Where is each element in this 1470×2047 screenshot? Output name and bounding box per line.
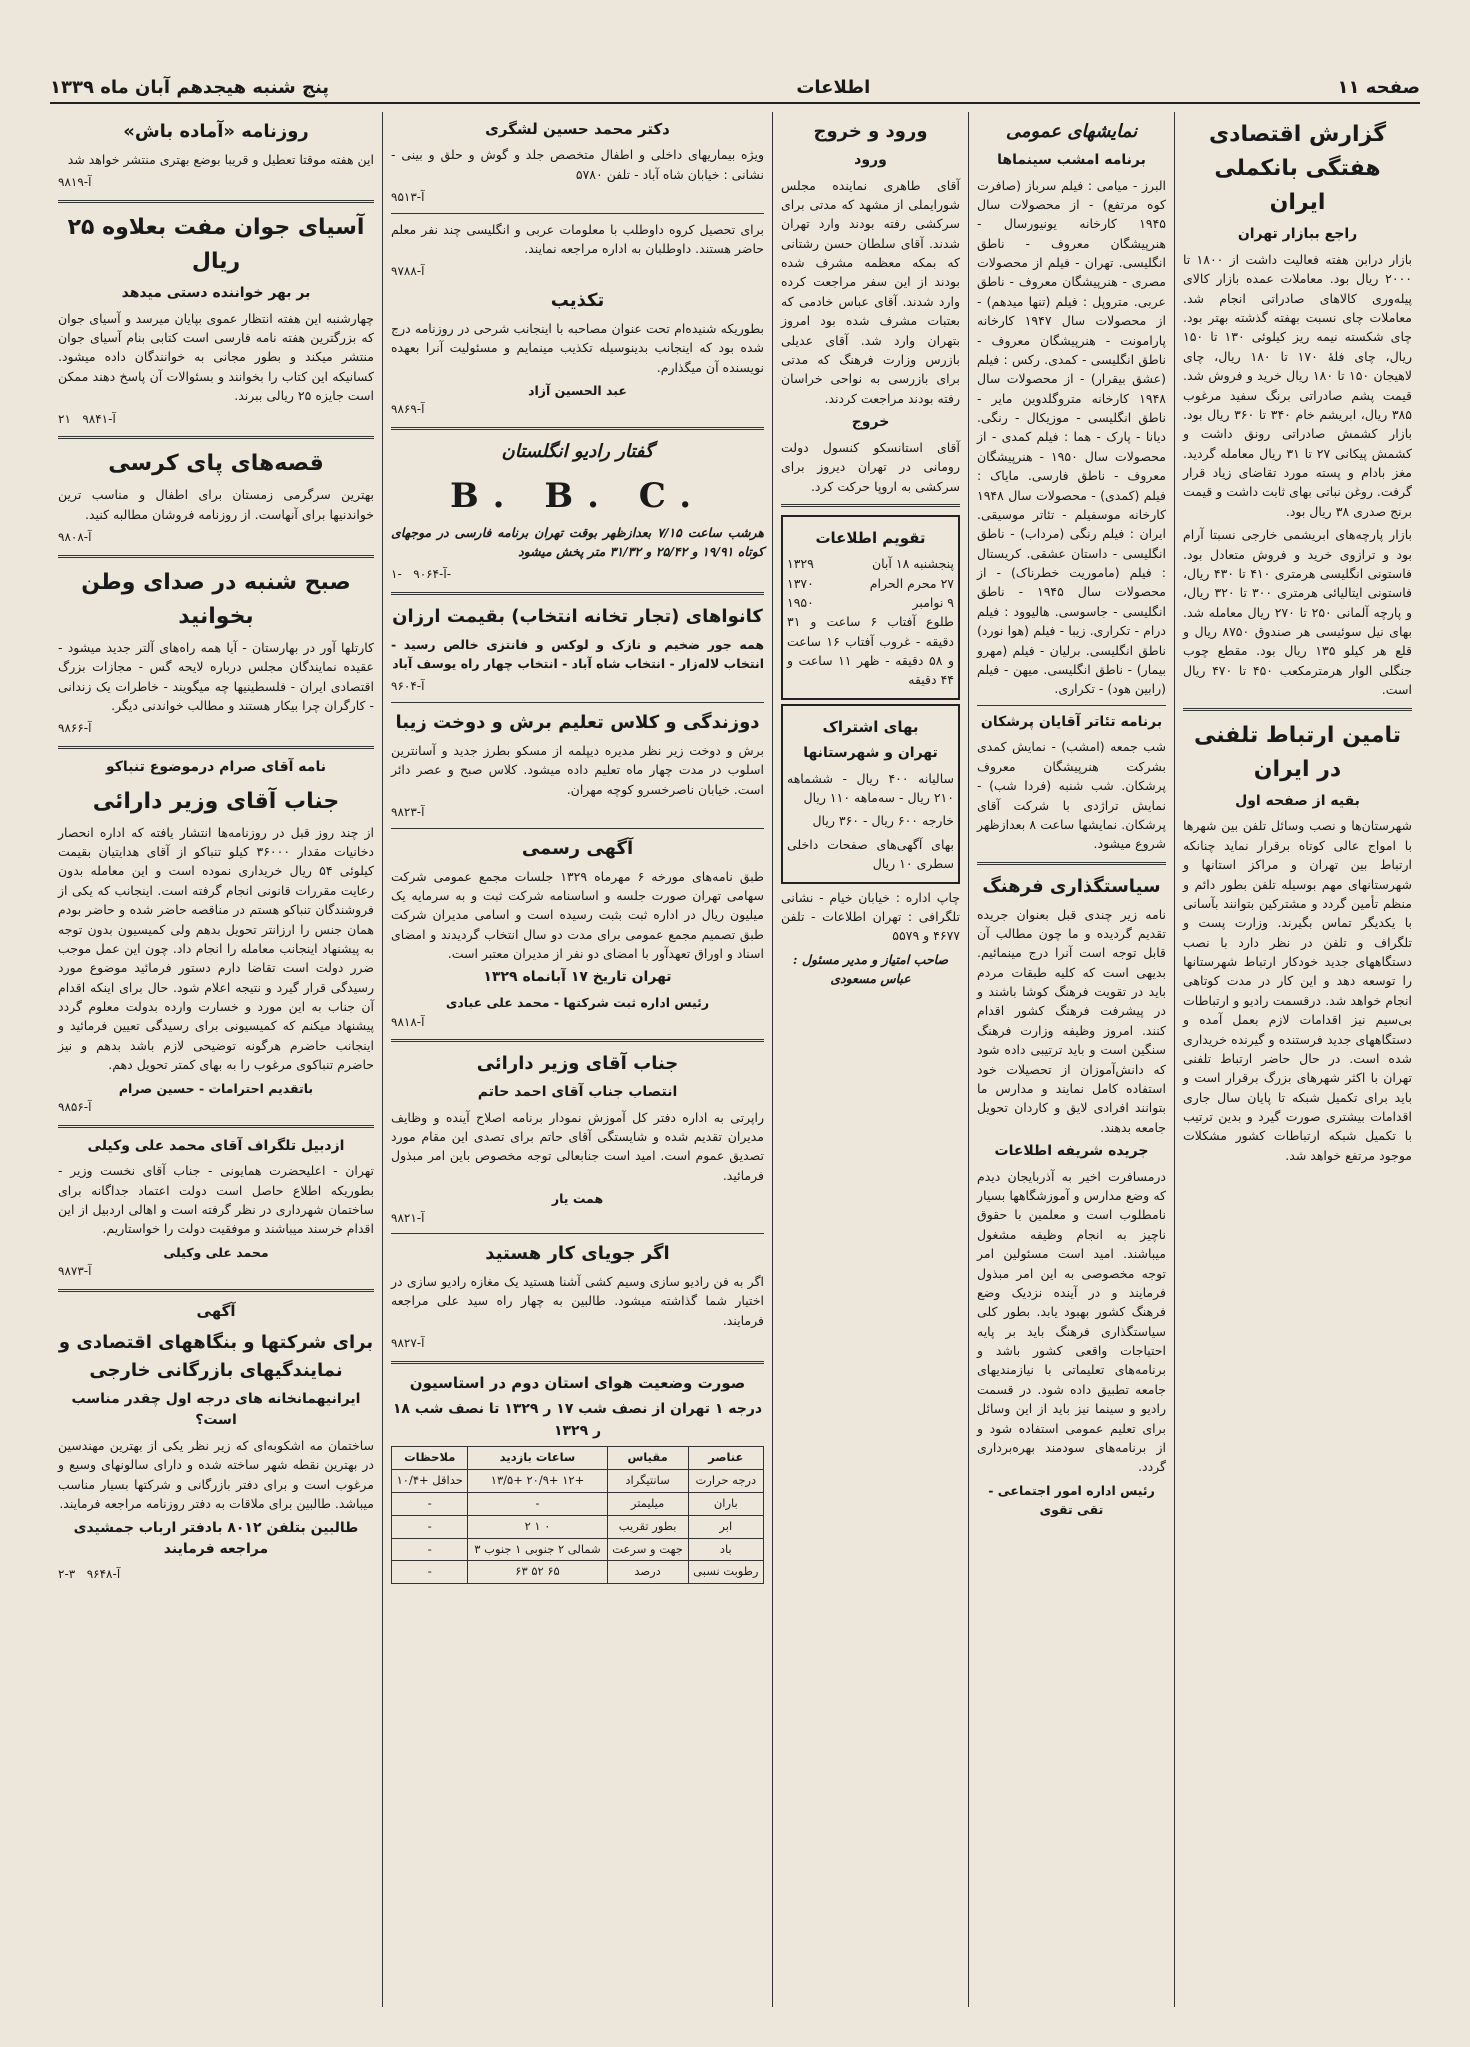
divider <box>58 555 374 558</box>
weather-row <box>392 1470 764 1493</box>
cell: ابر <box>688 1515 763 1538</box>
cell: باد <box>688 1538 763 1561</box>
ad-code <box>391 565 764 584</box>
calendar-row <box>787 554 954 573</box>
ad-code: آ-۹۸۲۷ <box>391 1336 425 1351</box>
cell: +۱۲ +۲۰/۹ +۱۳/۵ <box>468 1470 607 1493</box>
cell: بطور تقریب <box>607 1515 688 1538</box>
doctor-body: ویژه بیماریهای داخلی و اطفال متخصص جلد و گوش و حلق و بینی - نشانی : خیابان شاه آباد - تلفن ۵۷۸۰ <box>391 147 764 182</box>
ad-code: آ-۹۶۰۴ <box>391 679 425 694</box>
official-title: آگهی رسمی <box>521 837 634 859</box>
cell: - <box>392 1538 468 1561</box>
ad-code: آ-۹۸۶۹ <box>391 402 425 417</box>
subscription-note: بهای آگهی‌های صفحات داخلی سطری ۱۰ ریال <box>787 836 954 872</box>
calendar-day: پنجشنبه ۱۸ آبان <box>871 556 954 572</box>
divider <box>781 504 960 507</box>
sewing-title: دوزندگی و کلاس تعلیم برش و دوخت زیبا <box>395 712 760 734</box>
bbc-title: گفتار رادیو انگلستان <box>501 440 654 462</box>
cell: رطوبت نسبی <box>688 1561 763 1584</box>
subscription-title: بهای اشتراک <box>822 717 919 736</box>
ad-body: ساختمان مه اشکوبه‌ای که زیر نظر یکی از بهترین مهندسین در بهترین نقطه شهر ساخته شده و دارای سالونهای وسیع و مرغوب است و برای دفتر بازرگانی و شرکتها بسیار مناسب میباشد. طالبین برای ملاقات به دفتر روزنامه مراجعه فرمایند. <box>58 1438 374 1512</box>
culture-body: نامه زیر چندی قبل بعنوان جریده تقدیم گردیده و ما چون مطالب آن قابل توجه است آنرا درج مینمائیم. بدیهی است که کلیه طبقات مردم باید در تقویت فرهنگ کوشا باشند و در پیشرفت فرهنگ کشور اقدام کنند. امروز وظیفه وزارت فرهنگ سنگین است و باید ترتیبی داده شود که دانش‌آموزان از تحصیلات خود استفاده کامل نمایند و مدارس ما بتوانند افرادی لایق و کاردان تحویل جامعه بدهند. <box>977 906 1166 1135</box>
subscription-row: خارجه ۶۰۰ ریال - ۳۶۰ ریال <box>812 813 954 829</box>
official-date: تهران تاریخ ۱۷ آبانماه ۱۳۲۹ <box>483 969 672 986</box>
divider <box>391 1039 764 1042</box>
telegram-signature: محمد علی وکیلی <box>163 1244 269 1260</box>
radio-title: اگر جویای کار هستید <box>485 1243 670 1265</box>
theater-body: شب جمعه (امشب) - نمایش کمدی بشرکت هنرپیشگان معروف پرشکان. شب شنبه (فردا شب) - نمایش تراژدی با شرکت آقای پرشکان. نمایشها ساعت ۸ بعدازظهر شروع میشود. <box>977 739 1166 852</box>
weather-col: ملاحظات <box>392 1447 468 1470</box>
telegram-body: تهران - اعلیحضرت همایونی - جناب آقای نخست وزیر - بطوریکه اطلاع حاصل است دولت اعتماد جداگانه برای ساختمان شهرداری در نظر گرفته است و اهالی اردبیل از این اقدام خرسند میباشند و موفقیت دولت را خواستاریم. <box>58 1163 374 1237</box>
daily-title: روزنامه «آماده باش» <box>123 121 309 142</box>
calendar-rows <box>787 554 954 612</box>
divider <box>391 702 764 703</box>
cell: ۰ ۱ ۲ <box>468 1515 607 1538</box>
bbc-number: -۱- <box>391 567 452 582</box>
ad-number: ۳-۲ <box>58 1566 76 1581</box>
ad-code <box>58 410 374 429</box>
ad-phone: طالبین بتلفن ۸۰۱۲ بادفتر ارباب جمشیدی مراجعه فرمایند <box>73 1519 359 1558</box>
weather-subtitle: درجه ۱ تهران از نصف شب ۱۷ ر ۱۳۲۹ تا نصف شب ۱۸ ر ۱۳۲۹ <box>392 1401 763 1439</box>
ad-code-value: آ-۹۶۴۸ <box>86 1566 121 1581</box>
phone-body: شهرستان‌ها و نصب وسائل تلفن بین شهرها با امواج عالی کوتاه برقرار نماید چنانکه ارتباط بین تهران و مراکز استانها و شهرستانهای مهم بوسیله تلفن بطور دائم و منظم تأمین گردد و مشترکین بتوانند بآسانی با یکدیگر تماس بگیرند. وزارت پست و تلگراف و تلفن در نظر دارد با نصب دستگاههای جدید خودکار ارتباط شهرستانها را توسعه دهد و این کار در مدت کوتاهی انجام خواهد شد. درقسمت رادیو و ارتباطات بی‌سیم نیز اقدامات لازم بعمل آمده و دستگاههای جدید فرستنده و گیرنده خریداری شده است. در حال حاضر ارتباط تلفنی تهران با اکثر شهرهای بزرگ برقرار است و باید برای تکمیل شبکه تا پایان سال جاری اقدامات بیشتری صورت گیرد و بدین ترتیب با تکمیل شبکه ارتباطات کشور مشکلات موجود مرتفع خواهد شد. <box>1183 818 1412 1163</box>
weather-row <box>392 1515 764 1538</box>
column-arrivals <box>772 112 968 2007</box>
culture-title: سیاستگذاری فرهنگ <box>982 875 1161 897</box>
phone-subtitle: بقیه از صفحه اول <box>1235 792 1360 809</box>
cell: - <box>392 1493 468 1516</box>
ad-code: آ-۹۸۲۳ <box>391 805 425 820</box>
subscription-head: تهران و شهرستانها <box>803 745 938 762</box>
bbc-code: آ-۹۰۶۴ <box>413 567 447 582</box>
cell: درصد <box>607 1561 688 1584</box>
owner-line: صاحب امتیاز و مدیر مسئول : عباس مسعودی <box>792 951 949 987</box>
column-economy <box>1174 112 1420 2007</box>
running-head <box>50 72 1420 104</box>
letter-signature: باتقدیم احترامات - حسین صرام <box>118 1080 314 1096</box>
ad-code: آ-۹۸۵۶ <box>58 1099 92 1114</box>
columns <box>50 112 1420 2007</box>
cell: حداقل +۱۰/۴ <box>392 1470 468 1493</box>
calendar-row <box>787 574 954 593</box>
weather-col: ساعات بازدید <box>468 1447 607 1470</box>
cell: ۶۵ ۵۲ ۶۳ <box>468 1561 607 1584</box>
arrivals-body: آقای طاهری نماینده مجلس شورایملی از مشهد که مدتی برای سرکشی رفته بودند وارد تهران شدند. آقای سلطان حسن رشتانی که بمکه معظمه مشرف شده بودند از این سفر مراجعت کرده وارد شدند. آقای عباس خادمی که بعتبات مشرف شده بود امروز بتهران وارد شد. آقای عدیلی بازرس وزارت فرهنگ که مدتی برای بازرسی به نواحی خراسان رفته بودند مراجعت کردند. <box>781 177 960 406</box>
arrivals-title: ورود و خروج <box>813 121 928 142</box>
culture-subtitle: جریده شریفه اطلاعات <box>994 1143 1149 1160</box>
divider <box>1183 708 1412 711</box>
minister-body: راپرتی به اداره دفتر کل آموزش نمودار برنامه اصلاح آینده و وظایف مدیران تقدیم شده و شایستگی آقای حاتم برای تصدی این مقام مورد تصدیق عموم است. امید است جنابعالی توجه مخصوص باین امر مبذول فرمائید. <box>391 1109 764 1183</box>
divider <box>977 705 1166 706</box>
ad-code: آ-۹۸۲۱ <box>391 1210 425 1225</box>
divider <box>391 592 764 595</box>
canvas-body: همه جور ضخیم و نازک و لوکس و فانتزی خالص رسید - انتخاب لاله‌زار - انتخاب شاه آباد - انتخاب چهار راه یوسف آباد <box>391 636 764 672</box>
calendar-year: ۱۳۷۰ <box>787 575 814 591</box>
ad-code: آ-۹۸۷۳ <box>58 1264 92 1279</box>
cell: میلیمتر <box>607 1493 688 1516</box>
ad-code: آ-۹۸۱۸ <box>391 1014 425 1029</box>
center-top <box>391 112 764 419</box>
cinema-title: برنامه امشب سینماها <box>997 151 1146 168</box>
divider <box>58 1125 374 1128</box>
sewing-body: برش و دوخت زیر نظر مدیره دیپلمه از مسکو بطرز جدید و آسانترین اسلوب در مدت چهار ماه تعلیم داده میشود. کلاس صبح و عصر دائر است. خیابان ناصرخسرو کوچه مهران. <box>391 742 764 797</box>
denial-body: بطوریکه شنیده‌ام تحت عنوان مصاحبه با اینجانب شرحی در روزنامه درج شده بود که اینجانب بدینوسیله تکذیب مینمایم و مسئولیت آنرا بعهده نویسنده آن میگذارم. <box>391 320 764 375</box>
calendar-year: ۱۳۲۹ <box>787 556 814 572</box>
departures-body: آقای استانسکو کنسول دولت رومانی در تهران دیروز برای سرکشی به اروپا حرکت کرد. <box>781 439 960 494</box>
ad-code: آ-۹۷۸۸ <box>391 264 425 279</box>
culture-signature: رئیس اداره امور اجتماعی - تقی تقوی <box>988 1482 1155 1518</box>
divider <box>58 1289 374 1292</box>
cell: - <box>392 1515 468 1538</box>
cell: شمالی ۲ جنوبی ۱ جنوب ۳ <box>468 1538 607 1561</box>
homeland-title: صبح شنبه در صدای وطن بخوانید <box>81 569 351 629</box>
ad-subtitle: برای شرکتها و بنگاههای اقتصادی و نمایندگیهای بازرگانی خارجی <box>58 1331 374 1381</box>
ad-title: آگهی <box>196 1301 236 1320</box>
asia-title: آسیای جوان مفت بعلاوه ۲۵ ریال <box>67 214 365 274</box>
asia-code: آ-۹۸۴۱ <box>82 411 116 426</box>
subscription-row: سالیانه ۴۰۰ ریال - ششماهه ۲۱۰ ریال - سه‌ماهه ۱۱۰ ریال <box>787 770 955 806</box>
weather-col: عناصر <box>688 1447 763 1470</box>
official-body: طبق نامه‌های مورخه ۶ مهرماه ۱۳۲۹ جلسات مجمع عمومی شرکت سهامی تهران صورت جلسه و اساسنامه شرکت ثبت و به سرمایه یک میلیون ریال در اداره ثبت بثبت رسیده است و اسامی مدیران شرکت طبق تصمیم مجمع عمومی برای مدت دو سال انتخاب گردیدند و امضای اسناد و اوراق تعهدآور با امضای دو نفر از مدیران معتبر است. <box>391 868 765 962</box>
tutor-body: برای تحصیل کروه داوطلب با معلومات عربی و انگلیسی چند نفر معلم حاضر هستند. داوطلبان به اداره مراجعه نمایند. <box>391 221 764 256</box>
tales-body: بهترین سرگرمی زمستان برای اطفال و مناسب ترین خواندنیها برای آنهاست. از روزنامه فروشان مطالبه کنید. <box>58 487 374 522</box>
homeland-body: کارتلها آور در بهارستان - آیا همه راه‌های آلتر جدید میشود - عقیده نمایندگان مجلس درباره لایحه گس - مجازات بزرگ اقتصادی ایران - فلسطینیها چه میگویند - خاطرات یک زندانی - کارگران چرا بیکار هستند و مطالب خواندنی دیگر. <box>58 639 374 713</box>
doctor-title: دکتر محمد حسین لشگری <box>485 120 670 138</box>
calendar-note: طلوع آفتاب ۶ ساعت و ۳۱ دقیقه - غروب آفتاب ۱۶ ساعت و ۵۸ دقیقه - ظهر ۱۱ ساعت و ۴۴ دقیقه <box>787 614 954 688</box>
denial-signature: عبد الحسین آزاد <box>528 382 627 398</box>
letter-body: از چند روز قبل در روزنامه‌ها انتشار یافته که اداره انحصار دخانیات مقدار ۳۶۰۰۰ کیلو تنباکو از آقای هدایتیان بقیمت کیلوئی ۵۴ ریال خریداری نموده است و این معامله بدون رعایت مقررات قانونی انجام گرفته است. اینجانب که یکی از فروشندگان تنباکو هستم در مناقصه حاضر شده و حاضر بودم همان جنس را ارزانتر تحویل بدهم ولی کمیسیون بدون توجه به پیشنهاد اینجانب معامله را انجام داد. چون این عمل موجب ضرر دولت است تقاضا دارم دستور فرمائید موضوع مورد رسیدگی قرار گیرد و نتیجه اعلام شود. حال برای اینکه اقدام آن جناب به این مورد و خسارت وارده بدولت معلوم گردد پیشنهاد میکنم که کمیسیونی برای رسیدگی تعیین فرمائید و اینجانب حاضرم هرگونه توضیحی لازم باشد بدهم و نیز حاضرم تنباکوی مرغوب را به بهای کمتر تحویل دهم. <box>58 824 374 1073</box>
departures-subtitle: خروج <box>851 414 890 431</box>
cell: باران <box>688 1493 763 1516</box>
culture-body-2: درمسافرت اخیر به آذربایجان دیدم که وضع مدارس و آموزشگاهها بسیار نامطلوب است و معلمین با حقوق ناچیز به انجام وظیفه مشغول میباشند. امید است مسئولین امر توجه مخصوصی به این امر مبذول فرمایند و در آینده نزدیک وضع فرهنگ کشور بهبود یابد. بطور کلی سیاستگذاری فرهنگ باید بر پایه احتیاجات واقعی کشور باشد و برنامه‌های تعلیماتی با نیازمندیهای جامعه تطبیق داده شود. در قسمت رادیو و سینما نیز باید از این وسائل برای تعلیم عمومی استفاده شود و از برنامه‌های سودمند بهره‌برداری گردد. <box>977 1168 1166 1475</box>
weather-row <box>392 1538 764 1561</box>
column-announcements <box>50 112 382 2007</box>
divider <box>391 1233 764 1234</box>
report-body: بازار درابن هفته فعالیت داشت از ۱۸۰۰ تا ۲۰۰۰ ریال بود. معاملات عمده بازار کالای پیله‌وری کالاهای صادراتی انجام شد. معاملات چای نسبت بهفته گذشته بهتر بود. چای شکسته نیمه ریز کیلوئی ۱۳۰ تا ۱۵۰ ریال، چای فلهٔ ۱۷۰ تا ۱۸۰ ریال، چای لاهیجان ۱۵۰ تا ۱۸۰ ریال خرید و فروش شد. قیمت پشم صادراتی برنگ سفید مرغوب ۳۸۵ ریال، ابریشم خام ۳۴۰ تا ۳۶۰ ریال بود. بازار کشمش صادراتی رونق داشت و کشمش پیکانی ۲۷ تا ۳۱ ریال معامله گردید. مغز بادام و پسته مورد تقاضای زیاد قرار گرفت. روغن نباتی بهای ثابت داشت و قیمت برنج صدری ۳۸ ریال بود. <box>1183 251 1413 519</box>
official-signature: رئیس اداره ثبت شرکتها - محمد علی عبادی <box>445 995 710 1011</box>
divider <box>391 828 764 829</box>
bbc-logo: B. B. C. <box>449 475 706 516</box>
cinema-list: البرز - میامی : فیلم سرباز (صافرت کوه مرتفع) - از محصولات سال ۱۹۴۵ کارخانه یونیورسال - هنرپیشگان معروف - ناطق انگلیسی. تهران - فیلم از محصولات مصری - هنرپیشگان معروف - ناطق عربی. متروپل : فیلم (تنها میدهم) - از محصولات سال ۱۹۴۷ کارخانه پارامونت - هنرپیشگان معروف - ناطق انگلیسی - کمدی. رکس : فیلم (عشق بیقرار) - از محصولات سال ۱۹۴۸ کارخانه متروگلدوین مایر - ناطق انگلیسی - موزیکال - رنگی. دیانا - پارک - هما : فیلم کمدی - از محصولات سال ۱۹۵۰ - هنرپیشگان معروف - ناطق فارسی. مایاک : فیلم (کمدی) - محصولات سال ۱۹۴۸ کارخانه موسفیلم - تئاتر موسیقی. ایران : فیلم رنگی (مرداب) - ناطق انگلیسی - داستان عشقی. کریستال : فیلم (ماموریت خطرناک) - از محصولات سال ۱۹۴۵ - ناطق انگلیسی - جاسوسی. هالیوود : فیلم درام - تکراری. زیبا - فیلم (هوا نورد) ناطق انگلیسی. برلیان - فیلم (مهرو بیمار) - ناطق انگلیسی. میهن - فیلم (رابین هود) - تکراری. <box>977 177 1166 697</box>
ad-code: آ-۹۸۱۹ <box>58 175 92 190</box>
letter-title: جناب آقای وزیر دارائی <box>92 788 340 814</box>
cell: - <box>392 1561 468 1584</box>
calendar-title: تقویم اطلاعات <box>815 528 926 547</box>
minister-title: جناب آقای وزیر دارائی <box>476 1053 679 1075</box>
phone-title: تامین ارتباط تلفنی در ایران <box>1193 722 1402 782</box>
bbc-body: هرشب ساعت ۷/۱۵ بعدازظهر بوقت تهران برنامه فارسی در موجهای کوتاه ۱۹/۹۱ و ۲۵/۴۲ و ۳۱/۳۲ متر پخش میشود <box>391 524 764 559</box>
ad-code: آ-۹۵۱۳ <box>391 190 425 204</box>
letter-head: نامه آقای صرام درموضوع تنباکو <box>106 758 326 775</box>
calendar-row <box>787 593 954 612</box>
calendar-day: ۹ نوامبر <box>912 594 954 610</box>
report-title: گزارش اقتصادی هفتگی بانکملی ایران <box>1208 122 1387 216</box>
ad-code: آ-۹۸۶۶ <box>58 721 92 736</box>
divider <box>391 427 764 430</box>
telegram-head: ازدبیل تلگراف آقای محمد علی وکیلی <box>87 1137 345 1154</box>
calendar-day: ۲۷ محرم الحرام <box>869 575 954 591</box>
ad-code <box>58 1565 374 1584</box>
report-body-2: بازار پارچه‌های ابریشمی خارجی نسبتا آرام بود و ترازوی خرید و فروش متعادل بود. فاستونی انگلیسی هرمتری ۴۱۰ تا ۴۳۰ ریال، فاستونی ایتالیائی هرمتری ۳۰۰ تا ۳۲۰ ریال، و پارچه آلمانی ۲۵۰ تا ۲۷۰ ریال معامله شد. بهای نیل سوئیسی هر صندوق ۸۷۵۰ ریال و قلع هر کیلو ۱۳۵ ریال بود. مقطع چوب جنگلی الوار هرمترمکعب ۴۵۰ تا ۴۷۰ ریال است. <box>1183 527 1413 698</box>
paper-name: اطلاعات <box>796 76 871 98</box>
subscription-box <box>781 704 960 884</box>
divider <box>58 436 374 439</box>
minister-subtitle: انتصاب جناب آقای احمد حاتم <box>477 1084 678 1100</box>
weather-title: صورت وضعیت هوای استان دوم در استاسیون <box>409 1373 746 1392</box>
divider <box>391 1361 764 1364</box>
theater-title: برنامه تئاتر آقایان پرشکان <box>980 713 1163 730</box>
daily-body: این هفته موقتا تعطیل و قریبا بوضع بهتری منتشر خواهد شد <box>67 151 374 167</box>
report-subtitle: راجع ببازار تهران <box>1237 226 1358 243</box>
issue-date: پنج شنبه هیجدهم آبان ماه ۱۳۳۹ <box>50 76 330 98</box>
address: چاپ اداره : خیابان خیام - نشانی تلگرافی : تهران اطلاعات - تلفن ۴۶۷۷ و ۵۵۷۹ <box>781 889 960 944</box>
canvas-title: کانواهای (تجار تخانه انتخاب) بقیمت ارزان <box>392 605 763 627</box>
arrivals-subtitle: ورود <box>854 151 887 168</box>
denial-title: تکذیب <box>550 289 605 311</box>
minister-signature: همت یار <box>551 1191 604 1207</box>
tales-title: قصه‌های پای کرسی <box>108 451 324 477</box>
asia-number: ۲۱ <box>58 411 71 426</box>
calendar-box <box>781 515 960 700</box>
weather-col: مقیاس <box>607 1447 688 1470</box>
page-number: صفحه ۱۱ <box>1337 76 1420 98</box>
doctor-ad <box>391 112 764 419</box>
column-center <box>382 112 772 2007</box>
weather-header-row <box>392 1447 764 1470</box>
divider <box>391 213 764 214</box>
cell: - <box>468 1493 607 1516</box>
cell: جهت و سرعت <box>607 1538 688 1561</box>
weather-table <box>391 1446 764 1584</box>
asia-body: چهارشنبه این هفته انتظار عموی بپایان میرسد و آسیای جوان که بزرگترین هفته نامه فارسی است کتابی بنام آسیای جوان منتشر میکند و بطور مجانی به خوانندگان داده میشود. کسانیکه این کتاب را بخوانند و بسئوالات آن پاسخ دهند ممکن است جایزه ۲۵ ریالی ببرند. <box>58 310 374 404</box>
cell: سانتیگراد <box>607 1470 688 1493</box>
section-title: نمایشهای عمومی <box>1005 121 1138 142</box>
column-entertainment <box>968 112 1174 2007</box>
weather-row <box>392 1493 764 1516</box>
cell: درجه حرارت <box>688 1470 763 1493</box>
ad-question: ایرانیهمانخانه های درجه اول چقدر مناسب است؟ <box>71 1390 361 1429</box>
divider <box>977 862 1166 865</box>
divider <box>58 746 374 749</box>
ad-code: آ-۹۸۰۸ <box>58 530 92 545</box>
weather-row <box>392 1561 764 1584</box>
asia-subtitle: بر بهر خواننده دستی میدهد <box>121 285 311 302</box>
divider <box>58 200 374 203</box>
calendar-year: ۱۹۵۰ <box>787 594 814 610</box>
radio-body: اگر به فن رادیو سازی وسیم کشی آشنا هستید یک مغازه رادیو سازی در اختیار شما گذاشته میشود. طالبین به چهار راه سید علی مراجعه فرمایند. <box>391 1274 764 1328</box>
